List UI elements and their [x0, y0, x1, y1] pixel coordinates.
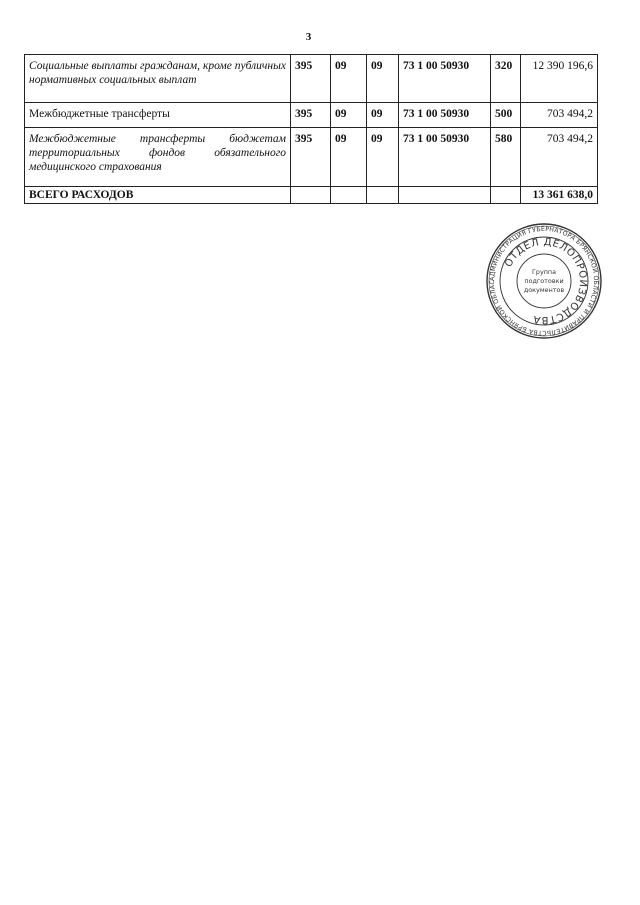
empty-cell: [367, 187, 399, 204]
row-section-code: 09: [331, 128, 367, 187]
row-name: Межбюджетные трансферты: [25, 103, 291, 128]
table-row: [25, 128, 598, 187]
total-label: ВСЕГО РАСХОДОВ: [25, 187, 291, 204]
row-gr-code: 395: [291, 103, 331, 128]
empty-cell: [399, 187, 491, 204]
row-gr-code: 395: [291, 128, 331, 187]
row-name: Межбюджетные трансферты бюджетам территориальных фондов обязательного медицинского страхования: [25, 128, 291, 187]
table-row: [25, 103, 598, 128]
row-expense-type-code: 320: [491, 55, 521, 103]
row-name: Социальные выплаты гражданам, кроме публичных нормативных социальных выплат: [25, 55, 291, 103]
row-target-code: 73 1 00 50930: [399, 128, 491, 187]
row-gr-code: 395: [291, 55, 331, 103]
total-row: [25, 187, 598, 204]
row-expense-type-code: 500: [491, 103, 521, 128]
stamp-center-line-2: подготовки: [524, 277, 564, 285]
stamp-center-line-3: документов: [523, 286, 565, 294]
stamp-center-line-1: Группа: [531, 268, 557, 276]
office-stamp: [485, 222, 603, 340]
row-section-code: 09: [331, 103, 367, 128]
stamp-inner-text: ОТДЕЛ ДЕЛОПРОИЗВОДСТВА: [503, 236, 589, 326]
row-expense-type-code: 580: [491, 128, 521, 187]
empty-cell: [491, 187, 521, 204]
row-subsection-code: 09: [367, 128, 399, 187]
row-subsection-code: 09: [367, 55, 399, 103]
stamp-outer-text: АДМИНИСТРАЦИЯ ГУБЕРНАТОРА БРЯНСКОЙ ОБЛАСТИ И ПРАВИТЕЛЬСТВА БРЯНСКОЙ ОБЛАС: [488, 225, 600, 337]
page-number: 3: [305, 31, 312, 43]
row-amount: 703 494,2: [521, 103, 598, 128]
table-row: [25, 55, 598, 103]
row-subsection-code: 09: [367, 103, 399, 128]
row-target-code: 73 1 00 50930: [399, 103, 491, 128]
stamp-seal: [485, 222, 603, 340]
row-section-code: 09: [331, 55, 367, 103]
empty-cell: [331, 187, 367, 204]
expenditure-table: [24, 54, 598, 204]
row-amount: 12 390 196,6: [521, 55, 598, 103]
empty-cell: [291, 187, 331, 204]
row-amount: 703 494,2: [521, 128, 598, 187]
total-amount: 13 361 638,0: [521, 187, 598, 204]
row-target-code: 73 1 00 50930: [399, 55, 491, 103]
